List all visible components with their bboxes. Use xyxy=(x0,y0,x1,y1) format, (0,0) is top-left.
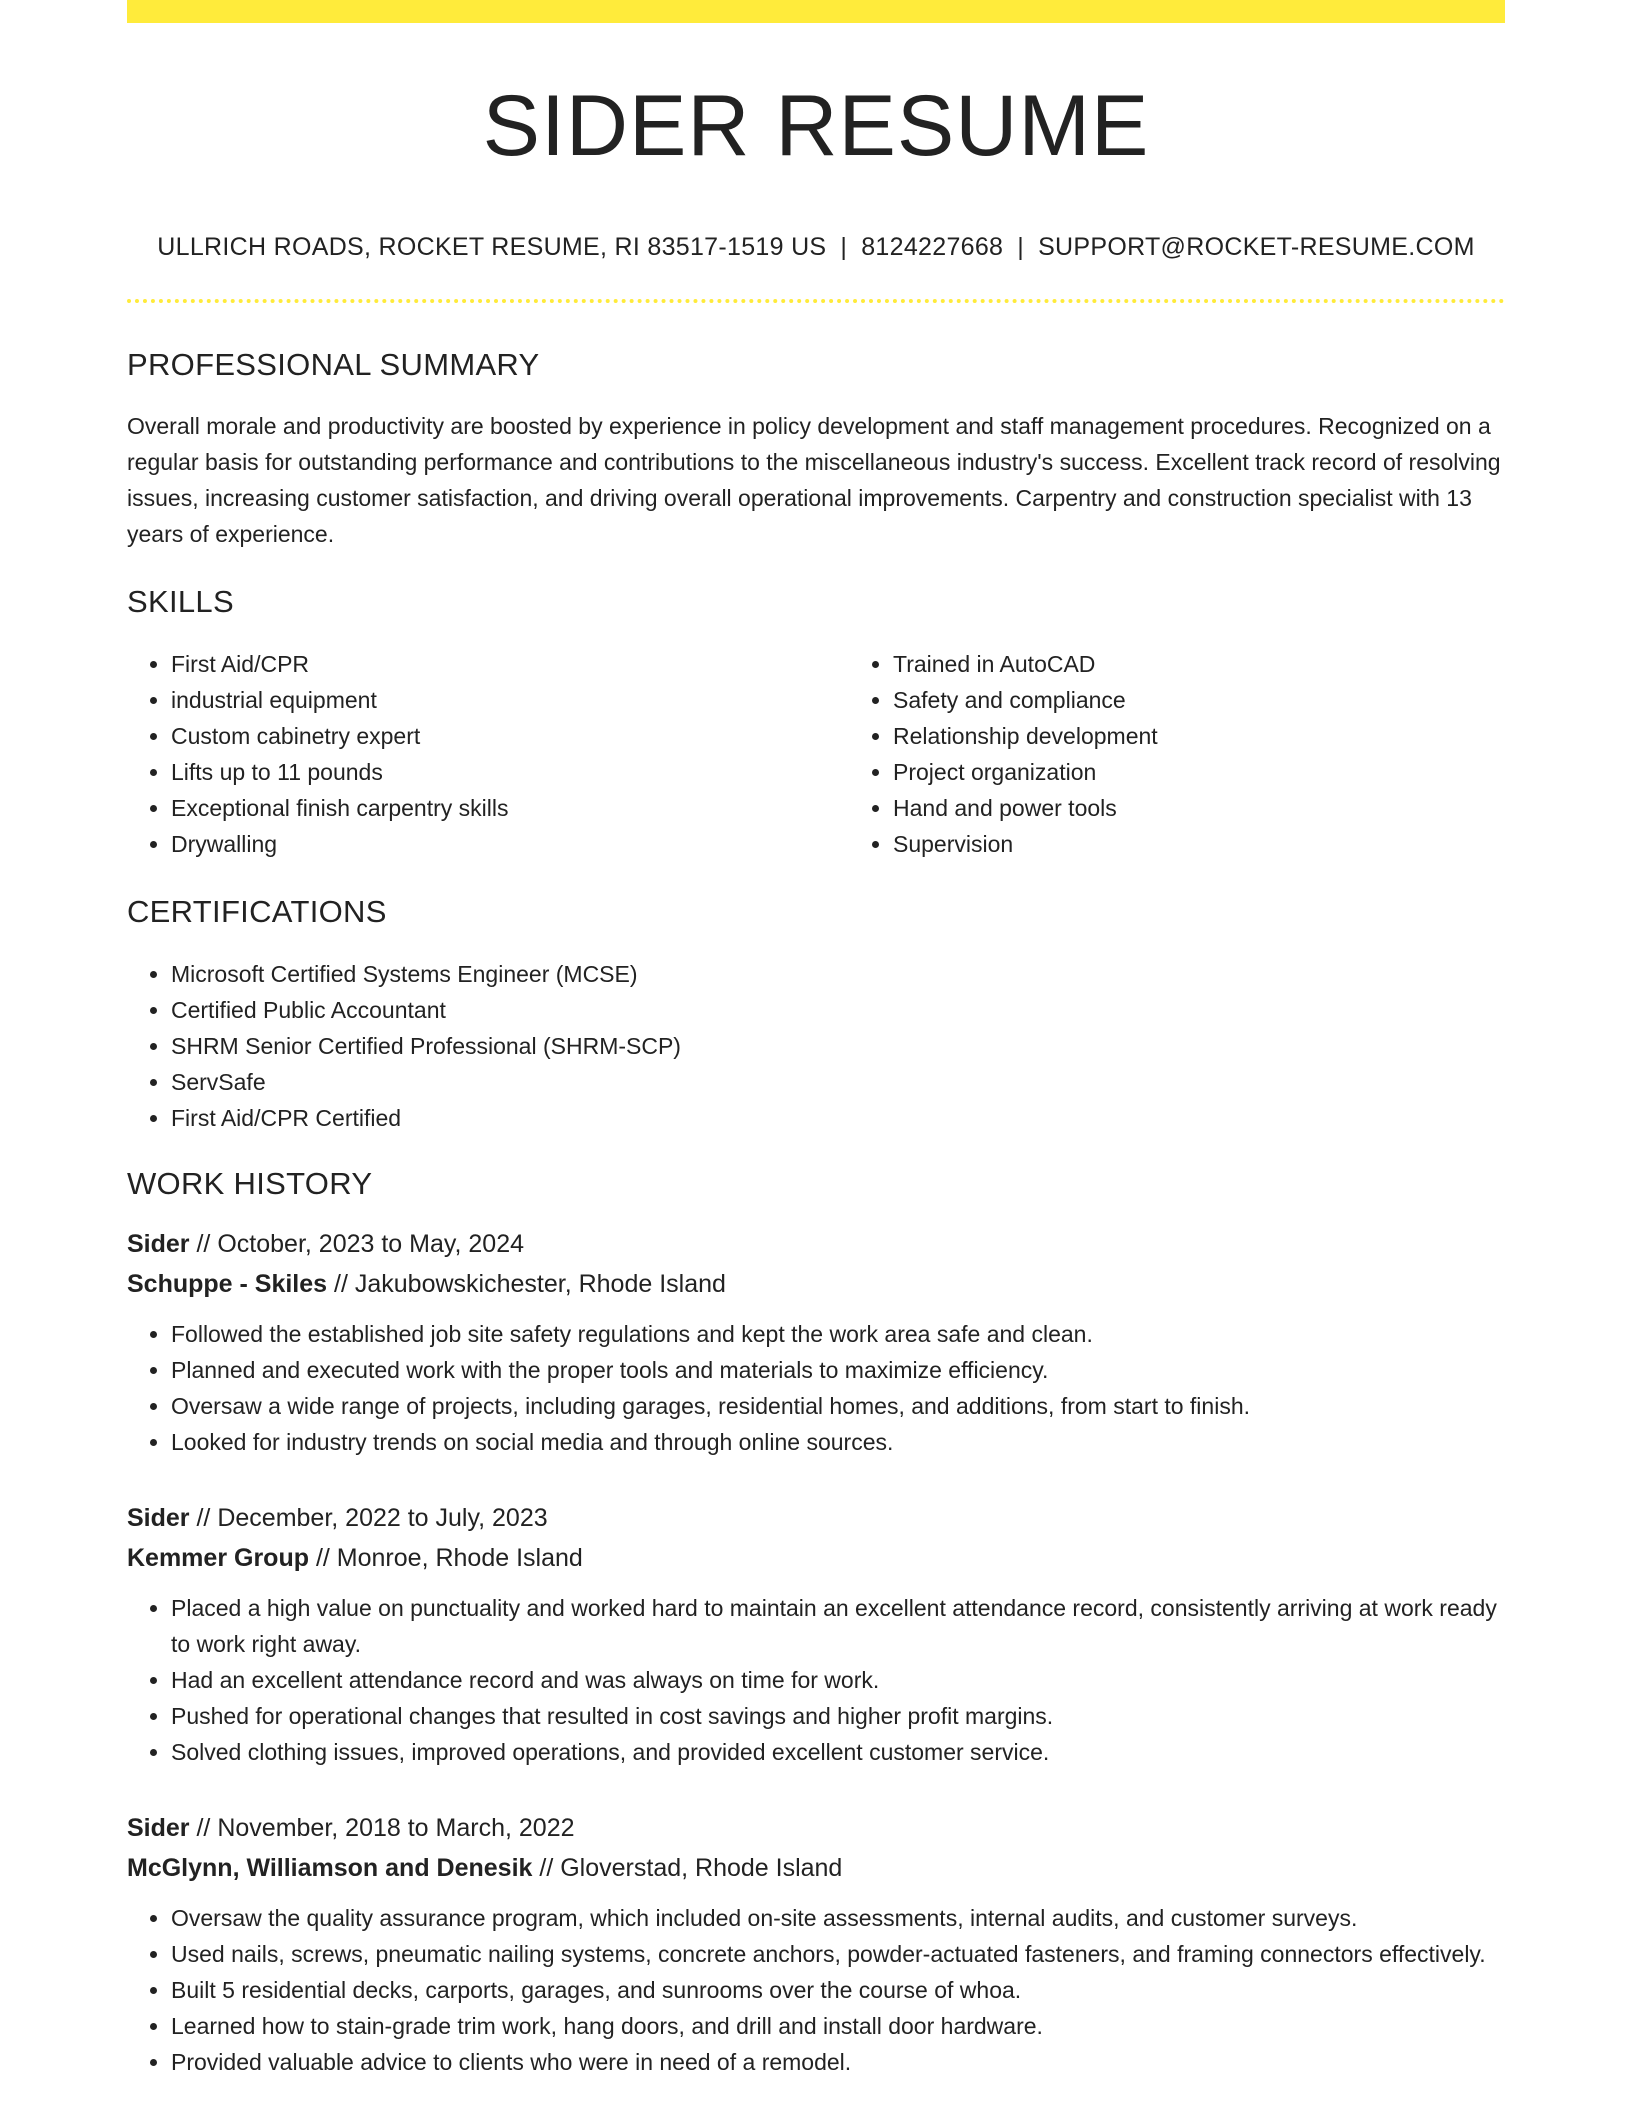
certifications-heading: CERTIFICATIONS xyxy=(127,894,387,929)
job-role-line xyxy=(127,1224,1505,1264)
skills-heading: SKILLS xyxy=(127,584,234,619)
resume-page xyxy=(127,0,1505,2080)
job-company-line xyxy=(127,1538,1505,1578)
skill-item: • Supervision xyxy=(893,826,1593,862)
skills-columns xyxy=(127,646,1505,862)
job-bullet: • Used nails, screws, pneumatic nailing systems, concrete anchors, powder-actuated fasteners, and framing connectors effectively. xyxy=(171,1936,1505,1972)
job-bullet: • Provided valuable advice to clients who were in need of a remodel. xyxy=(171,2044,1505,2080)
job-location: Jakubowskichester, Rhode Island xyxy=(354,1270,726,1298)
job-company-line xyxy=(127,1848,1505,1888)
job-location: Gloverstad, Rhode Island xyxy=(560,1854,843,1882)
job-divider: // xyxy=(196,1504,211,1532)
skill-item: • Drywalling xyxy=(171,826,849,862)
certification-item: • Microsoft Certified Systems Engineer (MCSE) xyxy=(171,956,1505,992)
contact-address: ULLRICH ROADS, ROCKET RESUME, RI 83517-1519 US xyxy=(157,233,827,261)
job-dates: December, 2022 to July, 2023 xyxy=(217,1504,548,1532)
skills-list-right xyxy=(849,646,1593,862)
certification-item: • Certified Public Accountant xyxy=(171,992,1505,1028)
work-history-heading: WORK HISTORY xyxy=(127,1166,373,1201)
job-bullet: • Had an excellent attendance record and was always on time for work. xyxy=(171,1662,1505,1698)
job-role: Sider xyxy=(127,1504,190,1532)
skill-item: • Relationship development xyxy=(893,718,1593,754)
job-entry xyxy=(127,1808,1505,2080)
job-role: Sider xyxy=(127,1230,190,1258)
job-bullet: • Built 5 residential decks, carports, garages, and sunrooms over the course of whoa. xyxy=(171,1972,1505,2008)
job-role-line xyxy=(127,1498,1505,1538)
job-bullet: • Placed a high value on punctuality and worked hard to maintain an excellent attendance record, consistently arriving at work ready to work right away. xyxy=(171,1590,1505,1662)
contact-email: SUPPORT@ROCKET-RESUME.COM xyxy=(1038,233,1475,261)
job-entry xyxy=(127,1224,1505,1460)
job-company: Kemmer Group xyxy=(127,1544,309,1572)
job-entry xyxy=(127,1498,1505,1770)
contact-separator: | xyxy=(1017,233,1025,261)
job-company-line xyxy=(127,1264,1505,1304)
summary-text: Overall morale and productivity are boosted by experience in policy development and staff management procedures. Recognized on a regular basis for outstanding performance and contributions to the miscellaneous industry's success. Excellent track record of resolving issues, increasing customer satisfaction, and driving overall operational improvements. Carpentry and construction specialist with 13 years of experience. xyxy=(127,413,1501,547)
contact-line xyxy=(127,233,1505,262)
skill-item: • Hand and power tools xyxy=(893,790,1593,826)
job-bullet: • Planned and executed work with the proper tools and materials to maximize efficiency. xyxy=(171,1352,1505,1388)
certification-item: • SHRM Senior Certified Professional (SHRM-SCP) xyxy=(171,1028,1505,1064)
job-bullet: • Learned how to stain-grade trim work, hang doors, and drill and install door hardware. xyxy=(171,2008,1505,2044)
certification-item: • ServSafe xyxy=(171,1064,1505,1100)
certification-item: • First Aid/CPR Certified xyxy=(171,1100,1505,1136)
job-bullet: • Solved clothing issues, improved operations, and provided excellent customer service. xyxy=(171,1734,1505,1770)
job-location: Monroe, Rhode Island xyxy=(336,1544,583,1572)
contact-separator: | xyxy=(840,233,848,261)
job-bullet: • Followed the established job site safety regulations and kept the work area safe and clean. xyxy=(171,1316,1505,1352)
job-company: McGlynn, Williamson and Denesik xyxy=(127,1854,533,1882)
job-bullet: • Oversaw the quality assurance program, which included on-site assessments, internal audits, and customer surveys. xyxy=(171,1900,1505,1936)
accent-bar xyxy=(127,0,1505,23)
skill-item: • Exceptional finish carpentry skills xyxy=(171,790,849,826)
contact-phone: 8124227668 xyxy=(861,233,1004,261)
job-bullet: • Pushed for operational changes that resulted in cost savings and higher profit margins. xyxy=(171,1698,1505,1734)
skill-item: • Custom cabinetry expert xyxy=(171,718,849,754)
job-company: Schuppe - Skiles xyxy=(127,1270,328,1298)
skill-item: • industrial equipment xyxy=(171,682,849,718)
job-divider: // xyxy=(315,1544,330,1572)
skill-item: • Safety and compliance xyxy=(893,682,1593,718)
job-dates: October, 2023 to May, 2024 xyxy=(217,1230,525,1258)
skill-item: • Trained in AutoCAD xyxy=(893,646,1593,682)
certifications-list xyxy=(127,956,1505,1136)
job-bullets xyxy=(127,1316,1505,1460)
skills-list-left xyxy=(127,646,849,862)
job-divider: // xyxy=(334,1270,348,1298)
resume-name: SIDER RESUME xyxy=(482,78,1150,174)
job-divider: // xyxy=(196,1814,211,1842)
skill-item: • Lifts up to 11 pounds xyxy=(171,754,849,790)
dotted-divider xyxy=(127,299,1505,303)
skill-item: • First Aid/CPR xyxy=(171,646,849,682)
job-bullets xyxy=(127,1900,1505,2080)
job-role-line xyxy=(127,1808,1505,1848)
skill-item: • Project organization xyxy=(893,754,1593,790)
job-bullets xyxy=(127,1590,1505,1770)
job-bullet: • Oversaw a wide range of projects, including garages, residential homes, and additions, from start to finish. xyxy=(171,1388,1505,1424)
job-role: Sider xyxy=(127,1814,190,1842)
summary-heading: PROFESSIONAL SUMMARY xyxy=(127,347,540,382)
job-dates: November, 2018 to March, 2022 xyxy=(217,1814,575,1842)
job-divider: // xyxy=(539,1854,554,1882)
job-bullet: • Looked for industry trends on social media and through online sources. xyxy=(171,1424,1505,1460)
job-divider: // xyxy=(196,1230,211,1258)
